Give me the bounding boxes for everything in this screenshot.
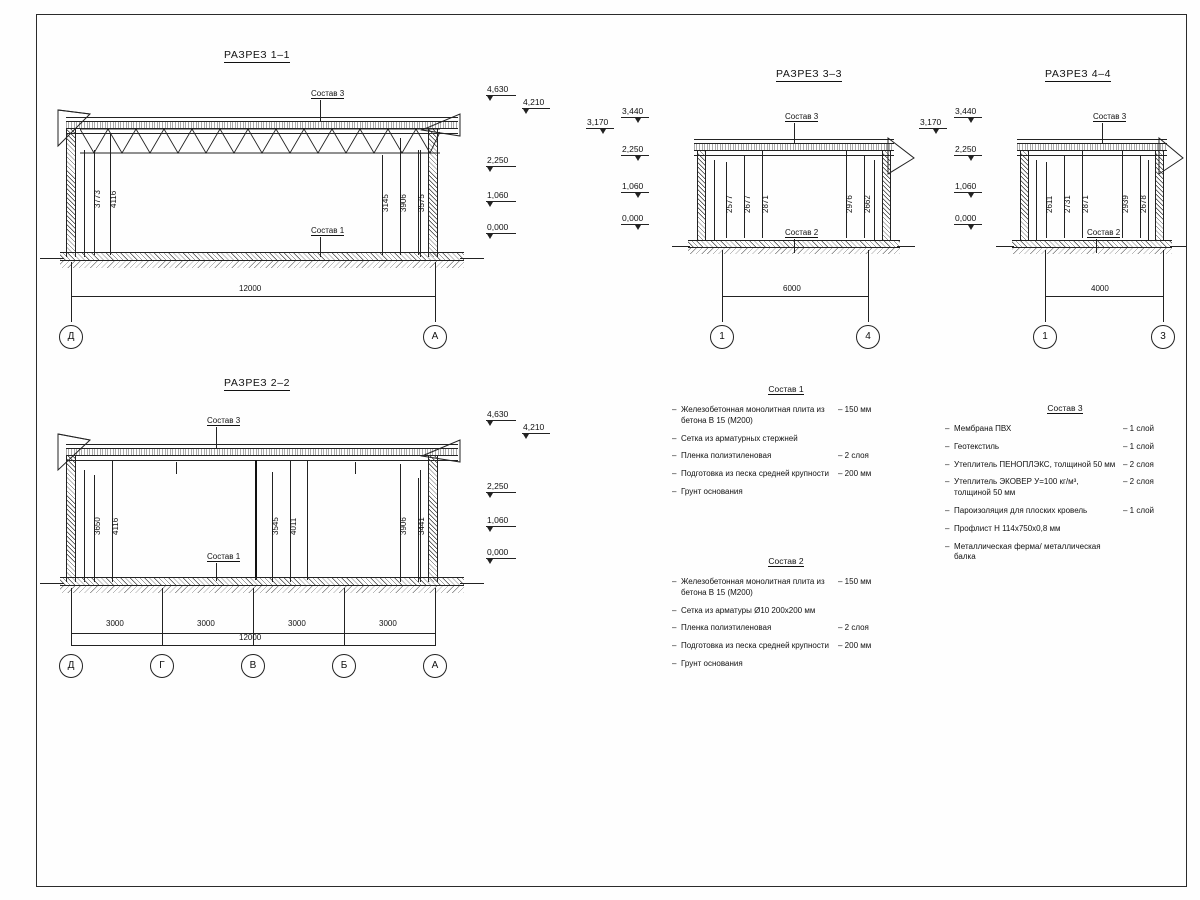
section-title-4-4: РАЗРЕЗ 4–4 <box>1045 68 1112 80</box>
spec-item-value: – 200 мм <box>838 641 872 651</box>
callout-leader-sostav1-2-2 <box>216 563 217 581</box>
axis-bubble-a-2-2[interactable]: А <box>423 654 447 678</box>
span-ext-left-3-3 <box>722 250 723 322</box>
ground-line-right-1-1 <box>460 258 484 259</box>
spec-item-value: – 2 слоя <box>838 451 869 461</box>
level-4210-arrow <box>523 109 529 114</box>
callout-sostav1-2-2: Состав 1 <box>207 552 241 561</box>
spec-item-name: Сетка из арматуры Ø10 200х200 мм <box>681 605 816 615</box>
gable-left-icon-2-2 <box>56 432 96 472</box>
axis-bubble-3-4-4[interactable]: 3 <box>1151 325 1175 349</box>
spec-item-name: Металлическая ферма/ металлическая балка <box>954 541 1101 562</box>
callout-sostav3-1-1: Состав 3 <box>311 89 345 98</box>
level-2250-3-3: 2,250 <box>622 144 644 154</box>
spec-dash: – <box>945 477 950 487</box>
roof-build-up-2-2 <box>66 448 458 456</box>
spec-item-name: Сетка из арматурных стержней <box>681 433 798 443</box>
spec-dash: – <box>672 641 677 651</box>
ground-line-left-4-4 <box>996 246 1014 247</box>
level-1060-3-3: 1,060 <box>622 181 644 191</box>
spec-row <box>945 506 1185 517</box>
bay-dim-4-2-2: 3000 <box>379 619 397 628</box>
axis-bubble-d-2-2[interactable]: Д <box>59 654 83 678</box>
dim-3545: 3545 <box>271 517 280 535</box>
inner-face-left-1-1 <box>84 150 85 257</box>
floor-slab-4-4 <box>1012 240 1172 248</box>
wall-left-1-1 <box>66 129 76 257</box>
ground-line-right-3-3 <box>897 246 915 247</box>
level-4630: 4,630 <box>487 84 509 94</box>
level-2250-4-4: 2,250 <box>955 144 977 154</box>
level-0000-arrow-2-2 <box>487 559 493 564</box>
spec-row <box>672 469 900 480</box>
span-dimline-4-4 <box>1045 296 1163 297</box>
dim-4116: 4116 <box>109 190 118 208</box>
ground-line-left-2-2 <box>40 583 64 584</box>
wall-right-2-2 <box>428 456 438 582</box>
ground-line-right-4-4 <box>1170 246 1186 247</box>
spec-sostav-1 <box>672 384 900 505</box>
sheet-border-top <box>36 14 1187 15</box>
spec-row <box>945 442 1185 453</box>
axis-bubble-b-2-2[interactable]: Б <box>332 654 356 678</box>
spec-dash: – <box>672 433 677 443</box>
wall-right-3-3 <box>882 151 891 240</box>
callout-sostav3-4-4: Состав 3 <box>1093 112 1127 121</box>
spec-dash: – <box>945 459 950 469</box>
sheet-border-left <box>36 14 37 886</box>
span-dim-6000-3-3: 6000 <box>783 284 801 293</box>
dim-3906-2-2: 3906 <box>399 517 408 535</box>
axis-bubble-d-1-1[interactable]: Д <box>59 325 83 349</box>
span-ext-left-4-4 <box>1045 250 1046 322</box>
spec-dash: – <box>672 577 677 586</box>
bay-tick-4-2-2 <box>344 588 345 646</box>
level-0000-4-4: 0,000 <box>955 213 977 223</box>
spec-title-sostav-2: Состав 2 <box>768 556 804 566</box>
callout-sostav2-3-3: Состав 2 <box>785 228 819 237</box>
spec-sostav-2 <box>672 556 900 677</box>
dim-3773: 3773 <box>93 190 102 208</box>
roof-topline-4-4 <box>1017 139 1167 140</box>
level-0000-2-2: 0,000 <box>487 547 509 557</box>
inner-face-right-4-4 <box>1148 160 1149 240</box>
callout-sostav3-3-3: Состав 3 <box>785 112 819 121</box>
spec-item-value: – 1 слой <box>1123 441 1155 451</box>
ground-base-2-2 <box>60 586 464 593</box>
level-3170-arrow-4-4 <box>933 129 939 134</box>
dim-2678: 2678 <box>1139 195 1148 213</box>
spec-dash: – <box>672 451 677 461</box>
column-v-2-2 <box>255 460 257 580</box>
gable-right-icon-2-2 <box>420 436 462 466</box>
span-ext-left-1-1 <box>71 262 72 322</box>
spec-item-value: – 150 мм <box>838 577 872 586</box>
spec-row <box>672 606 900 617</box>
spec-dash: – <box>672 486 677 496</box>
span-dim-12000-2-2: 12000 <box>239 633 262 642</box>
dim-3650: 3650 <box>93 517 102 535</box>
callout-sostav3-2-2: Состав 3 <box>207 416 241 425</box>
level-1060: 1,060 <box>487 190 509 200</box>
callout-leader-sostav3-4-4 <box>1102 123 1103 143</box>
bay-tick-5-2-2 <box>435 588 436 646</box>
level-1060-arrow <box>487 202 493 207</box>
spec-item-name: Грунт основания <box>681 658 743 668</box>
level-1060-4-4: 1,060 <box>955 181 977 191</box>
level-2250-arrow-2-2 <box>487 493 493 498</box>
ground-base-4-4 <box>1012 248 1172 254</box>
level-0000-arrow-4-4 <box>968 225 974 230</box>
spec-dash: – <box>945 523 950 533</box>
inner-face-right-3-3 <box>874 160 875 240</box>
span-dimline-3-3 <box>722 296 868 297</box>
spec-dash: – <box>672 623 677 633</box>
roof-topline-1-1 <box>66 117 458 118</box>
callout-sostav2-4-4: Состав 2 <box>1087 228 1121 237</box>
wall-right-1-1 <box>428 129 438 257</box>
roof-build-up-3-3 <box>694 143 894 151</box>
axis-bubble-4-3-3[interactable]: 4 <box>856 325 880 349</box>
bay-dim-2-2-2: 3000 <box>197 619 215 628</box>
spec-item-name: Грунт основания <box>681 486 743 496</box>
spec-item-name: Пленка полиэтиленовая <box>681 623 772 633</box>
level-0000: 0,000 <box>487 222 509 232</box>
roof-truss-1-1 <box>80 128 440 161</box>
wall-left-3-3 <box>697 151 706 240</box>
span-ext-right-3-3 <box>868 250 869 322</box>
spec-row <box>672 623 900 634</box>
span-dimline-2-2 <box>71 645 435 646</box>
inner-face-left-4-4 <box>1036 160 1037 240</box>
wall-left-2-2 <box>66 456 76 582</box>
spec-item-value: – 150 мм <box>838 405 872 414</box>
spec-dash: – <box>672 605 677 615</box>
spec-dash: – <box>672 469 677 479</box>
dim-2577: 2577 <box>725 195 734 213</box>
spec-row <box>945 524 1185 535</box>
span-ext-right-4-4 <box>1163 250 1164 322</box>
section-title-3-3: РАЗРЕЗ 3–3 <box>776 68 843 80</box>
callout-leader-sostav3-1-1 <box>320 100 321 122</box>
spec-dash: – <box>945 541 950 551</box>
spec-item-value: – 2 слоя <box>1123 477 1154 487</box>
hanger-a-2-2 <box>355 462 356 474</box>
bay-dim-1-2-2: 3000 <box>106 619 124 628</box>
level-2250-arrow <box>487 167 493 172</box>
level-3440-arrow-3-3 <box>635 118 641 123</box>
spec-dash: – <box>672 658 677 668</box>
spec-row <box>672 487 900 498</box>
floor-slab-1-1 <box>60 252 464 261</box>
level-2250-arrow-4-4 <box>968 156 974 161</box>
level-4210: 4,210 <box>523 97 545 107</box>
gable-left-2-2 <box>56 432 96 477</box>
spec-title-sostav-3: Состав 3 <box>1047 403 1083 413</box>
span-dim-12000-1-1: 12000 <box>239 284 262 293</box>
callout-leader-sostav2-4-4 <box>1096 239 1097 253</box>
spec-row <box>945 460 1185 471</box>
level-3170-4-4: 3,170 <box>920 117 942 127</box>
spec-item-name: Пароизоляция для плоских кровель <box>954 505 1088 515</box>
spec-row <box>672 659 900 670</box>
spec-row <box>672 434 900 445</box>
bay-tick-1-2-2 <box>71 588 72 646</box>
inner-face-left-2-2 <box>84 470 85 582</box>
roof-underline-2-2 <box>66 460 458 461</box>
spec-title-sostav-1: Состав 1 <box>768 384 804 394</box>
spec-dash: – <box>945 424 950 433</box>
dim-3906: 3906 <box>399 194 408 212</box>
ground-line-left-1-1 <box>40 258 64 259</box>
wall-left-4-4 <box>1020 151 1029 240</box>
callout-leader-sostav3-2-2 <box>216 427 217 448</box>
spec-item-name: Утеплитель ЭКОВЕР У=100 кг/м³, толщиной 50 мм <box>954 477 1079 498</box>
roof-topline-2-2 <box>66 444 458 445</box>
axis-bubble-1-4-4[interactable]: 1 <box>1033 325 1057 349</box>
floor-slab-2-2 <box>60 577 464 586</box>
dim-2677: 2677 <box>743 195 752 213</box>
level-2250-2-2: 2,250 <box>487 481 509 491</box>
level-3170-3-3: 3,170 <box>587 117 609 127</box>
callout-leader-sostav2-3-3 <box>794 239 795 253</box>
spec-item-name: Профлист Н 114х750х0,8 мм <box>954 523 1061 533</box>
ground-base-1-1 <box>60 261 464 268</box>
spec-item-name: Геотекстиль <box>954 441 1000 451</box>
spec-item-value: – 1 слой <box>1123 505 1155 515</box>
section-title-2-2: РАЗРЕЗ 2–2 <box>224 377 291 389</box>
level-0000-3-3: 0,000 <box>622 213 644 223</box>
ground-line-left-3-3 <box>672 246 690 247</box>
roof-build-up-4-4 <box>1017 143 1167 151</box>
inner-face-left-3-3 <box>714 160 715 240</box>
level-2250: 2,250 <box>487 155 509 165</box>
dim-3575: 3575 <box>417 194 426 212</box>
level-4210-2-2: 4,210 <box>523 422 545 432</box>
spec-row <box>672 577 900 599</box>
spec-row <box>672 451 900 462</box>
dim-4116-2-2: 4116 <box>111 517 120 535</box>
dim-2976: 2976 <box>845 195 854 213</box>
level-3170-arrow-3-3 <box>600 129 606 134</box>
spec-dash: – <box>945 505 950 515</box>
spec-item-name: Железобетонная монолитная плита из бетона В 15 (М200) <box>681 577 825 597</box>
level-3440-arrow-4-4 <box>968 118 974 123</box>
span-ext-right-1-1 <box>435 262 436 322</box>
spec-item-name: Подготовка из песка средней крупности <box>681 641 829 651</box>
dim-4011: 4011 <box>289 517 298 535</box>
spec-item-name: Пленка полиэтиленовая <box>681 451 772 461</box>
dim-2939: 2939 <box>1121 195 1130 213</box>
bay-dim-3-2-2: 3000 <box>288 619 306 628</box>
spec-item-value: – 1 слой <box>1123 424 1155 433</box>
level-1060-arrow-4-4 <box>968 193 974 198</box>
level-4630-arrow-2-2 <box>487 421 493 426</box>
dim-3441: 3441 <box>417 517 426 535</box>
spec-item-name: Утеплитель ПЕНОПЛЭКС, толщиной 50 мм <box>954 459 1116 469</box>
level-0000-arrow-3-3 <box>635 225 641 230</box>
spec-item-name: Мембрана ПВХ <box>954 424 1012 433</box>
level-1060-arrow-3-3 <box>635 193 641 198</box>
callout-leader-sostav1-1-1 <box>320 237 321 257</box>
dim-2611: 2611 <box>1045 195 1054 213</box>
sheet-border-bottom <box>36 886 1187 887</box>
dim-2871-3-3: 2871 <box>761 195 770 213</box>
spec-row <box>945 424 1185 435</box>
span-dimline-1-1 <box>71 296 435 297</box>
spec-row <box>945 542 1185 564</box>
ground-line-right-2-2 <box>460 583 484 584</box>
truss-icon <box>80 128 440 156</box>
spec-item-name: Подготовка из песка средней крупности <box>681 469 829 479</box>
gable-right-2-2 <box>420 436 462 471</box>
level-1060-2-2: 1,060 <box>487 515 509 525</box>
level-4630-2-2: 4,630 <box>487 409 509 419</box>
level-4630-arrow <box>487 96 493 101</box>
dim-2871-4-4: 2871 <box>1081 195 1090 213</box>
section-title-1-1: РАЗРЕЗ 1–1 <box>224 49 291 61</box>
axis-bubble-v-2-2[interactable]: В <box>241 654 265 678</box>
column-b-2-2 <box>307 460 308 580</box>
level-4210-arrow-2-2 <box>523 434 529 439</box>
axis-bubble-a-1-1[interactable]: А <box>423 325 447 349</box>
spec-item-value: – 2 слоя <box>838 623 869 633</box>
level-1060-arrow-2-2 <box>487 527 493 532</box>
level-0000-arrow <box>487 234 493 239</box>
spec-row <box>672 405 900 427</box>
callout-leader-sostav3-3-3 <box>794 123 795 143</box>
level-3440-3-3: 3,440 <box>622 106 644 116</box>
dim-3145: 3145 <box>381 194 390 212</box>
level-2250-arrow-3-3 <box>635 156 641 161</box>
axis-bubble-1-3-3[interactable]: 1 <box>710 325 734 349</box>
level-3440-4-4: 3,440 <box>955 106 977 116</box>
spec-row <box>945 477 1185 499</box>
bay-tick-2-2-2 <box>162 588 163 646</box>
dim-2731: 2731 <box>1063 195 1072 213</box>
spec-item-name: Железобетонная монолитная плита из бетона В 15 (М200) <box>681 405 825 425</box>
spec-dash: – <box>945 441 950 451</box>
spec-item-value: – 200 мм <box>838 469 872 479</box>
callout-sostav1-1-1: Состав 1 <box>311 226 345 235</box>
span-dim-4000-4-4: 4000 <box>1091 284 1109 293</box>
roof-underline-4-4 <box>1017 155 1167 156</box>
spec-sostav-3 <box>945 403 1185 570</box>
wall-right-4-4 <box>1155 151 1164 240</box>
hanger-g-2-2 <box>176 462 177 474</box>
dim-2662: 2662 <box>863 195 872 213</box>
spec-row <box>672 641 900 652</box>
axis-bubble-g-2-2[interactable]: Г <box>150 654 174 678</box>
spec-dash: – <box>672 405 677 414</box>
spec-item-value: – 2 слоя <box>1123 459 1154 469</box>
